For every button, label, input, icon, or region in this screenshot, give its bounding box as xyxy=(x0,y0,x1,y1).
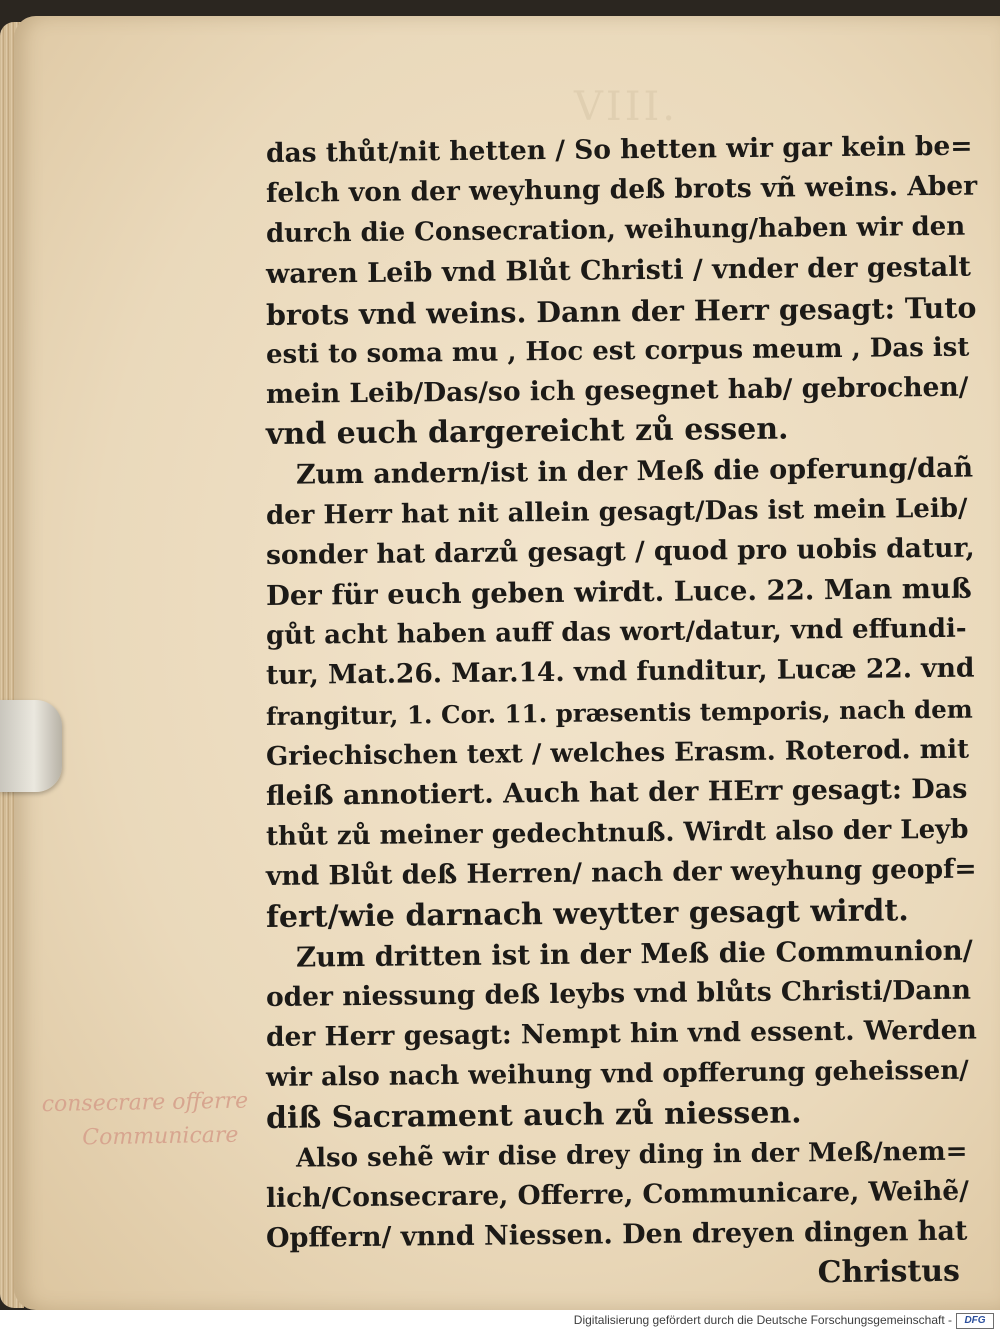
marginal-note: consecrare offerre xyxy=(41,1088,249,1118)
text-line: der Herr gesagt: Nempt hin vnd essent. Werden xyxy=(265,1014,977,1054)
text-line: brots vnd weins. Dann der Herr gesagt: Tuto xyxy=(265,290,977,332)
text-line: der Herr hat nit allein gesagt/Das ist mein Leib/ xyxy=(265,493,968,531)
text-line: lich/Consecrare, Offerre, Communicare, Weihẽ/ xyxy=(265,1175,969,1214)
text-line: fert/wie darnach weytter gesagt wirdt. xyxy=(265,892,909,935)
text-line: fleiß annotiert. Auch hat der HErr gesagt: Das xyxy=(265,773,968,812)
text-block xyxy=(265,130,978,1299)
text-line: das thůt/nit hetten / So hetten wir gar kein be= xyxy=(265,130,973,169)
text-line: waren Leib vnd Blůt Christi / vnder der gestalt xyxy=(265,251,971,290)
text-line: frangitur, 1. Cor. 11. præsentis temporis, nach dem xyxy=(265,694,973,731)
funding-credit: Digitalisierung gefördert durch die Deutsche Forschungsgemeinschaft - xyxy=(573,1313,952,1327)
footer-bar xyxy=(0,1310,1000,1331)
text-line: Also sehẽ wir dise drey ding in der Meß/nem= xyxy=(295,1136,968,1174)
text-line: mein Leib/Das/so ich gesegnet hab/ gebrochen/ xyxy=(265,371,969,411)
catchword: Christus xyxy=(817,1253,961,1291)
dfg-logo: DFG xyxy=(956,1313,994,1329)
text-line: tur, Mat.26. Mar.14. vnd funditur, Lucæ 22. vnd xyxy=(265,653,975,692)
text-line: gůt acht haben auff das wort/datur, vnd effundi- xyxy=(265,613,967,652)
book-page xyxy=(14,16,1000,1310)
marginal-note: Communicare xyxy=(82,1122,239,1151)
text-line: Opffern/ vnnd Niessen. Den dreyen dingen hat xyxy=(265,1215,968,1255)
text-line: oder niessung deß leybs vnd blůts Christi/Dann xyxy=(265,974,972,1013)
text-line: durch die Consecration, weihung/haben wir den xyxy=(265,212,966,250)
text-line: Zum andern/ist in der Meß die opferung/dañ xyxy=(295,452,974,491)
text-line: Griechischen text / welches Erasm. Roterod. mit xyxy=(265,734,970,772)
text-line: diß Sacrament auch zů niessen. xyxy=(265,1094,802,1136)
text-line: vnd euch dargereicht zů essen. xyxy=(265,411,789,453)
text-line: thůt zů meiner gedechtnuß. Wirdt also der Leyb xyxy=(265,814,969,853)
text-line: felch von der weyhung deß brots vñ weins. Aber xyxy=(265,170,978,210)
marginalia xyxy=(41,1084,282,1156)
text-line: wir also nach weihung vnd opfferung geheissen/ xyxy=(265,1055,969,1094)
text-line: sonder hat darzů gesagt / quod pro uobis datur, xyxy=(265,532,975,571)
text-line: Der für euch geben wirdt. Luce. 22. Man muß xyxy=(265,572,972,613)
page-clip xyxy=(0,700,62,792)
folio-number: VIII. xyxy=(574,84,679,130)
text-line: esti to soma mu , Hoc est corpus meum , Das ist xyxy=(265,332,970,370)
text-line: vnd Blůt deß Herren/ nach der weyhung geopf= xyxy=(265,853,977,893)
text-line: Zum dritten ist in der Meß die Communion/ xyxy=(295,934,973,974)
